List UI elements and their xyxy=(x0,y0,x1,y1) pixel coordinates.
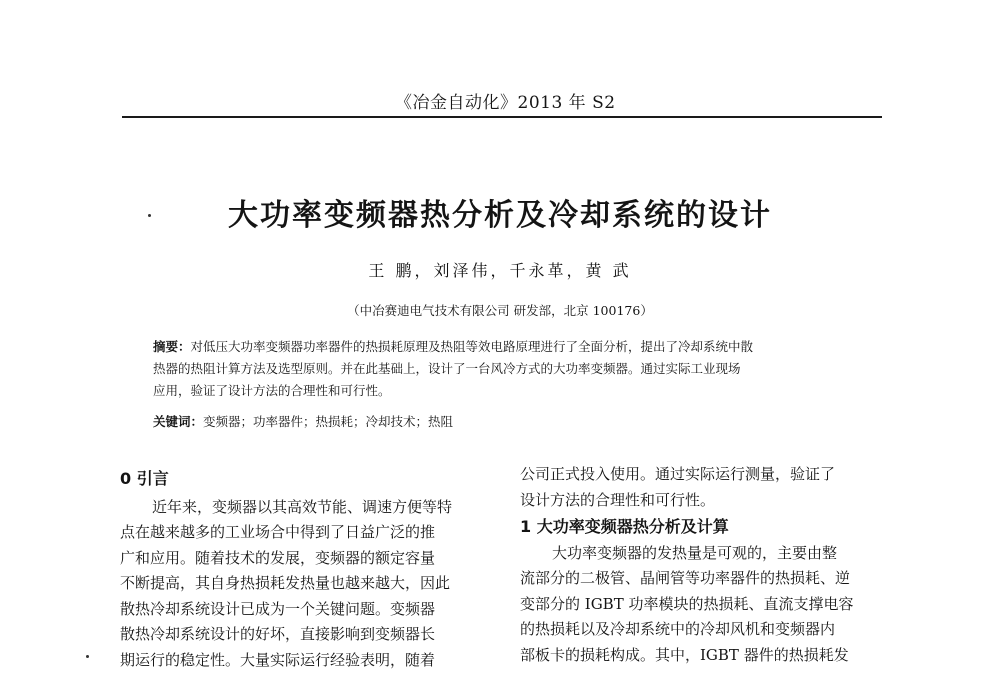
abstract-line: 热器的热阻计算方法及选型原则。并在此基础上，设计了一台风冷方式的大功率变频器。通过实际工业现场 xyxy=(153,358,863,380)
keywords-text: 变频器；功率器件；热损耗；冷却技术；热阻 xyxy=(203,414,453,429)
paper-affiliation: （中冶赛迪电气技术有限公司 研发部，北京 100176） xyxy=(0,301,1000,319)
section-heading-intro: 0 引言 xyxy=(120,466,490,492)
body-line: 的热损耗以及冷却系统中的冷却风机和变频器内 xyxy=(520,617,892,643)
body-line: 散热冷却系统设计已成为一个关键问题。变频器 xyxy=(120,597,490,623)
paper-authors: 王 鹏，刘泽伟，千永革，黄 武 xyxy=(0,258,1000,281)
body-line: 不断提高，其自身热损耗发热量也越来越大，因此 xyxy=(120,571,490,597)
abstract xyxy=(153,336,863,402)
scan-speck xyxy=(86,655,89,658)
body-line: 广和应用。随着技术的发展，变频器的额定容量 xyxy=(120,546,490,572)
body-line: 公司正式投入使用。通过实际运行测量，验证了 xyxy=(520,462,892,488)
keywords-label: 关键词： xyxy=(153,414,203,429)
abstract-text: 对低压大功率变频器功率器件的热损耗原理及热阻等效电路原理进行了全面分析，提出了冷却系统中散 xyxy=(191,339,754,354)
body-line: 期运行的稳定性。大量实际运行经验表明，随着 xyxy=(120,648,490,673)
body-line: 散热冷却系统设计的好坏，直接影响到变频器长 xyxy=(120,622,490,648)
body-column-right xyxy=(520,462,892,668)
body-line: 变部分的 IGBT 功率模块的热损耗、直流支撑电容 xyxy=(520,592,892,618)
body-line: 设计方法的合理性和可行性。 xyxy=(520,488,892,514)
body-line: 点在越来越多的工业场合中得到了日益广泛的推 xyxy=(120,520,490,546)
paper-title: 大功率变频器热分析及冷却系统的设计 xyxy=(0,190,1000,234)
keywords xyxy=(153,412,863,430)
body-line: 近年来，变频器以其高效节能、调速方便等特 xyxy=(120,495,490,521)
abstract-line xyxy=(153,336,863,358)
journal-header: 《冶金自动化》2013 年 S2 xyxy=(395,88,616,113)
abstract-label: 摘要： xyxy=(153,339,191,354)
header-rule xyxy=(122,116,882,118)
abstract-line: 应用，验证了设计方法的合理性和可行性。 xyxy=(153,380,863,402)
section-heading-1: 1 大功率变频器热分析及计算 xyxy=(520,514,892,540)
body-line: 流部分的二极管、晶闸管等功率器件的热损耗、逆 xyxy=(520,566,892,592)
body-line: 大功率变频器的发热量是可观的，主要由整 xyxy=(520,541,892,567)
body-line: 部板卡的损耗构成。其中，IGBT 器件的热损耗发 xyxy=(520,643,892,669)
body-column-left xyxy=(120,466,490,673)
